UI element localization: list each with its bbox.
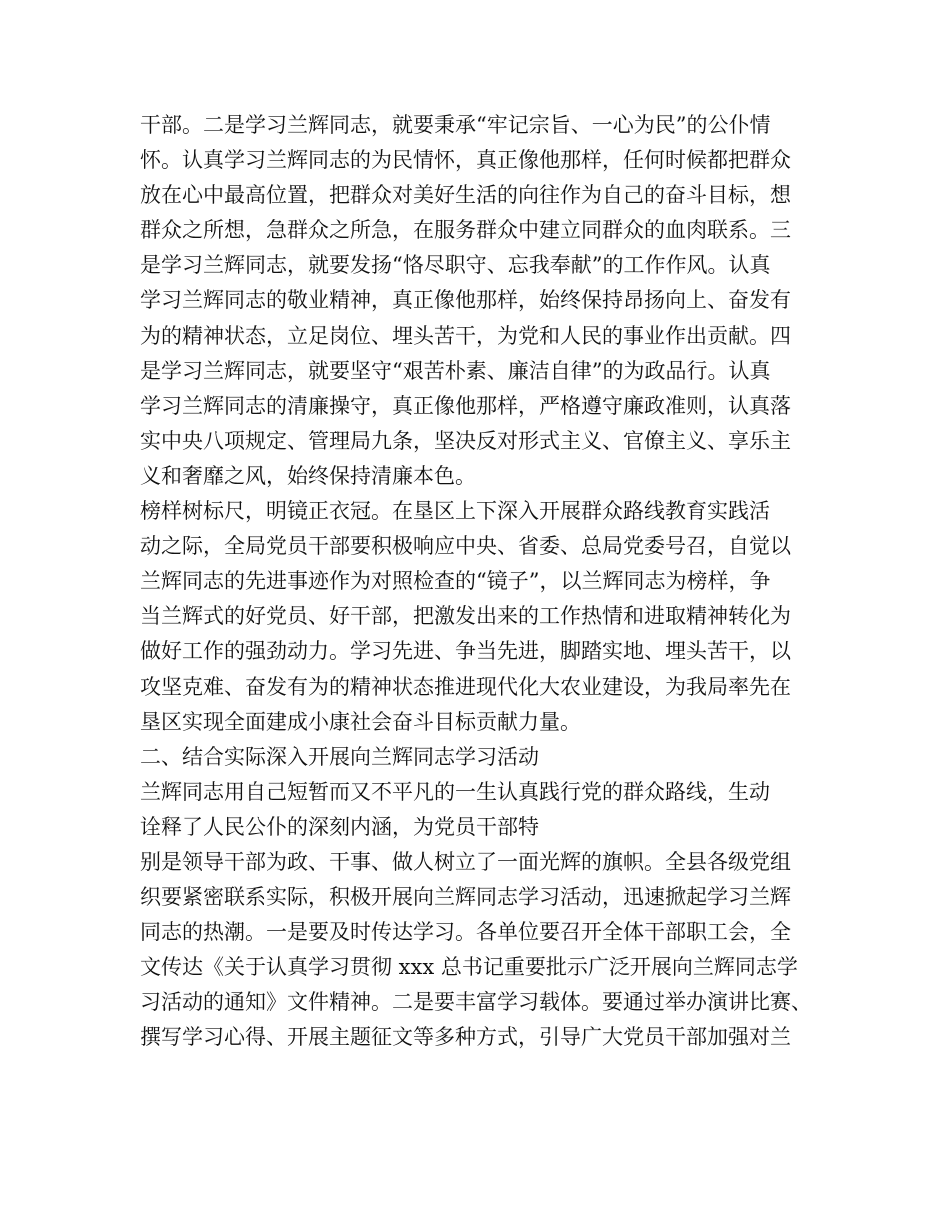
text-line: 兰辉同志的先进事迹作为对照检查的“镜子”，以兰辉同志为榜样，争: [140, 569, 771, 594]
text-line: 实中央八项规定、管理局九条，坚决反对形式主义、官僚主义、享乐主: [140, 428, 791, 453]
text-line: 织要紧密联系实际，积极开展向兰辉同志学习活动，迅速掀起学习兰辉: [140, 885, 791, 910]
text-line: 是学习兰辉同志，就要坚守“艰苦朴素、廉洁自律”的为政品行。认真: [140, 358, 771, 383]
text-line: 怀。认真学习兰辉同志的为民情怀，真正像他那样，任何时候都把群众: [140, 148, 791, 173]
text-line: 垦区实现全面建成小康社会奋斗目标贡献力量。: [140, 709, 581, 734]
section-heading: 二、结合实际深入开展向兰辉同志学习活动: [140, 744, 539, 769]
text-line: 同志的热潮。一是要及时传达学习。各单位要召开全体干部职工会，全: [140, 920, 791, 945]
text-line: 干部。二是学习兰辉同志，就要秉承“牢记宗旨、一心为民”的公仆情: [140, 113, 771, 137]
text-line: 诠释了人民公仆的深刻内涵，为党员干部特: [140, 814, 539, 839]
text-line: 兰辉同志用自己短暂而又不平凡的一生认真践行党的群众路线，生动: [140, 779, 770, 804]
text-line: 动之际，全局党员干部要积极响应中央、省委、总局党委号召，自觉以: [140, 534, 791, 559]
text-line: 撰写学习心得、开展主题征文等多种方式，引导广大党员干部加强对兰: [140, 1025, 791, 1050]
text-line: 别是领导干部为政、干事、做人树立了一面光辉的旗帜。全县各级党组: [140, 849, 791, 874]
text-line: 学习兰辉同志的敬业精神，真正像他那样，始终保持昂扬向上、奋发有: [140, 288, 791, 313]
text-line: 做好工作的强劲动力。学习先进、争当先进，脚踏实地、埋头苦干，以: [140, 639, 791, 664]
text-line: 为的精神状态，立足岗位、埋头苦干，为党和人民的事业作出贡献。四: [140, 323, 791, 348]
text-line: 义和奢靡之风，始终保持清廉本色。: [140, 463, 476, 488]
text-line: 攻坚克难、奋发有为的精神状态推进现代化大农业建设，为我局率先在: [140, 674, 791, 699]
body-text: [140, 108, 830, 1056]
text-line: 是学习兰辉同志，就要发扬“恪尽职守、忘我奉献”的工作作风。认真: [140, 253, 771, 278]
text-line: 学习兰辉同志的清廉操守，真正像他那样，严格遵守廉政准则，认真落: [140, 393, 791, 418]
text-line: 文传达《关于认真学习贯彻 xxx 总书记重要批示广泛开展向兰辉同志学: [140, 955, 798, 980]
text-line: 放在心中最高位置，把群众对美好生活的向往作为自己的奋斗目标，想: [140, 183, 791, 208]
text-line: 当兰辉式的好党员、好干部，把激发出来的工作热情和进取精神转化为: [140, 604, 791, 629]
text-line: 榜样树标尺，明镜正衣冠。在垦区上下深入开展群众路线教育实践活: [140, 499, 770, 524]
text-line: 群众之所想，急群众之所急，在服务群众中建立同群众的血肉联系。三: [140, 218, 791, 243]
text-line: 习活动的通知》文件精神。二是要丰富学习载体。要通过举办演讲比赛、: [140, 990, 812, 1015]
